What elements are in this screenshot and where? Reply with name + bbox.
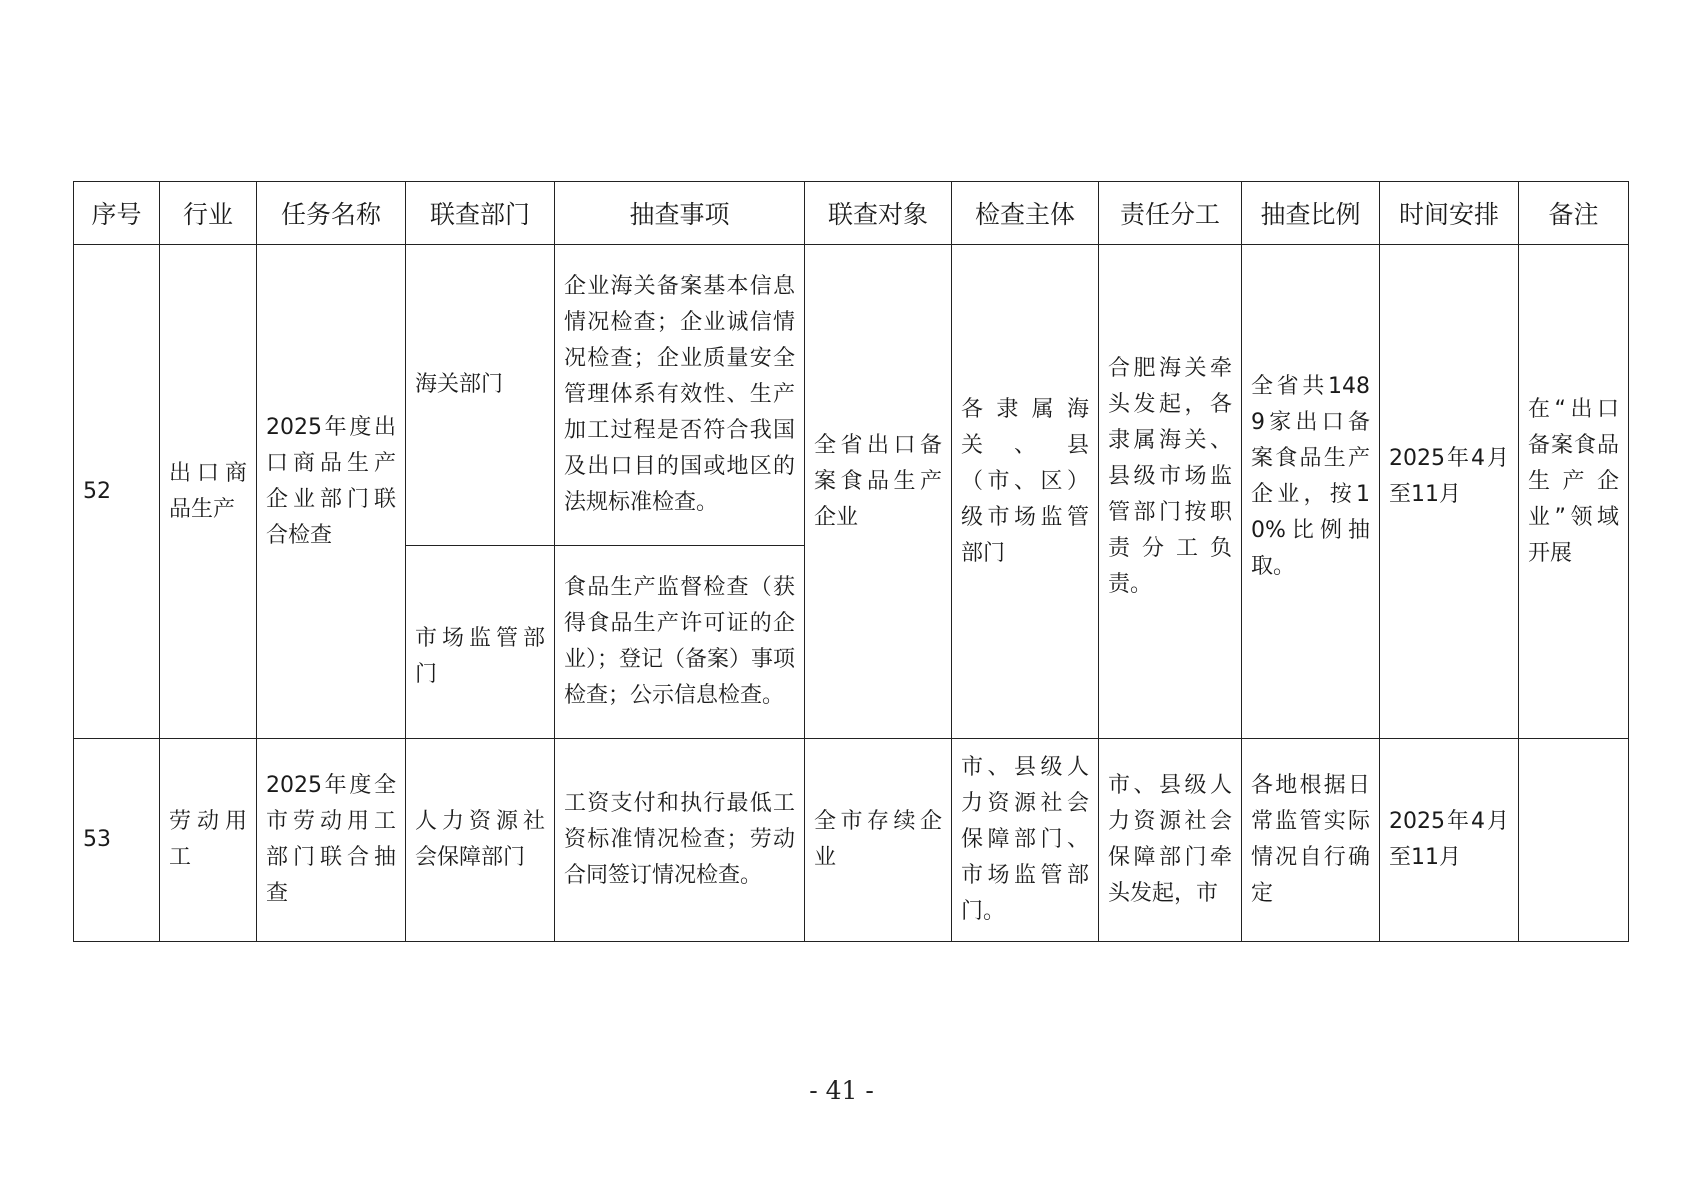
ratio-cell: 各地根据日常监管实际情况自行确定	[1242, 739, 1380, 942]
table-row	[74, 739, 1629, 942]
ratio-cell: 全省共1489家出口备案食品生产企业，按10%比例抽取。	[1242, 245, 1380, 739]
duty-cell: 合肥海关牵头发起，各隶属海关、县级市场监管部门按职责分工负责。	[1099, 245, 1242, 739]
header-cell: 责任分工	[1099, 182, 1242, 245]
row-number: 53	[74, 739, 160, 942]
header-cell: 时间安排	[1380, 182, 1519, 245]
remark-cell	[1519, 739, 1629, 942]
industry-cell: 劳动用工	[160, 739, 257, 942]
task-name-cell: 2025年度出口商品生产企业部门联合检查	[257, 245, 406, 739]
row-number: 52	[74, 245, 160, 739]
table-row	[74, 245, 1629, 546]
joint-dept-cell: 市场监管部门	[406, 546, 555, 739]
header-cell: 联查对象	[805, 182, 952, 245]
industry-cell: 出口商品生产	[160, 245, 257, 739]
page-number: - 41 -	[809, 1076, 874, 1105]
table-header-row	[74, 182, 1629, 245]
header-cell: 联查部门	[406, 182, 555, 245]
header-cell: 备注	[1519, 182, 1629, 245]
header-cell: 抽查比例	[1242, 182, 1380, 245]
inspection-subject-cell: 市、县级人力资源社会保障部门、市场监管部门。	[952, 739, 1099, 942]
header-cell: 任务名称	[257, 182, 406, 245]
schedule-cell: 2025年4月至11月	[1380, 245, 1519, 739]
remark-cell: 在“出口备案食品生产企业”领域开展	[1519, 245, 1629, 739]
joint-dept-cell: 海关部门	[406, 245, 555, 546]
header-cell: 行业	[160, 182, 257, 245]
check-items-cell: 食品生产监督检查（获得食品生产许可证的企业）；登记（备案）事项检查；公示信息检查。	[555, 546, 805, 739]
target-cell: 全省出口备案食品生产企业	[805, 245, 952, 739]
task-name-cell: 2025年度全市劳动用工部门联合抽查	[257, 739, 406, 942]
check-items-cell: 企业海关备案基本信息情况检查；企业诚信情况检查；企业质量安全管理体系有效性、生产加工过程是否符合我国及出口目的国或地区的法规标准检查。	[555, 245, 805, 546]
header-cell: 抽查事项	[555, 182, 805, 245]
duty-cell: 市、县级人力资源社会保障部门牵头发起，市	[1099, 739, 1242, 942]
check-items-cell: 工资支付和执行最低工资标准情况检查；劳动合同签订情况检查。	[555, 739, 805, 942]
inspection-subject-cell: 各隶属海关、县（市、区）级市场监管部门	[952, 245, 1099, 739]
target-cell: 全市存续企业	[805, 739, 952, 942]
header-cell: 检查主体	[952, 182, 1099, 245]
header-cell: 序号	[74, 182, 160, 245]
inspection-table	[73, 181, 1629, 942]
joint-dept-cell: 人力资源社会保障部门	[406, 739, 555, 942]
schedule-cell: 2025年4月至11月	[1380, 739, 1519, 942]
